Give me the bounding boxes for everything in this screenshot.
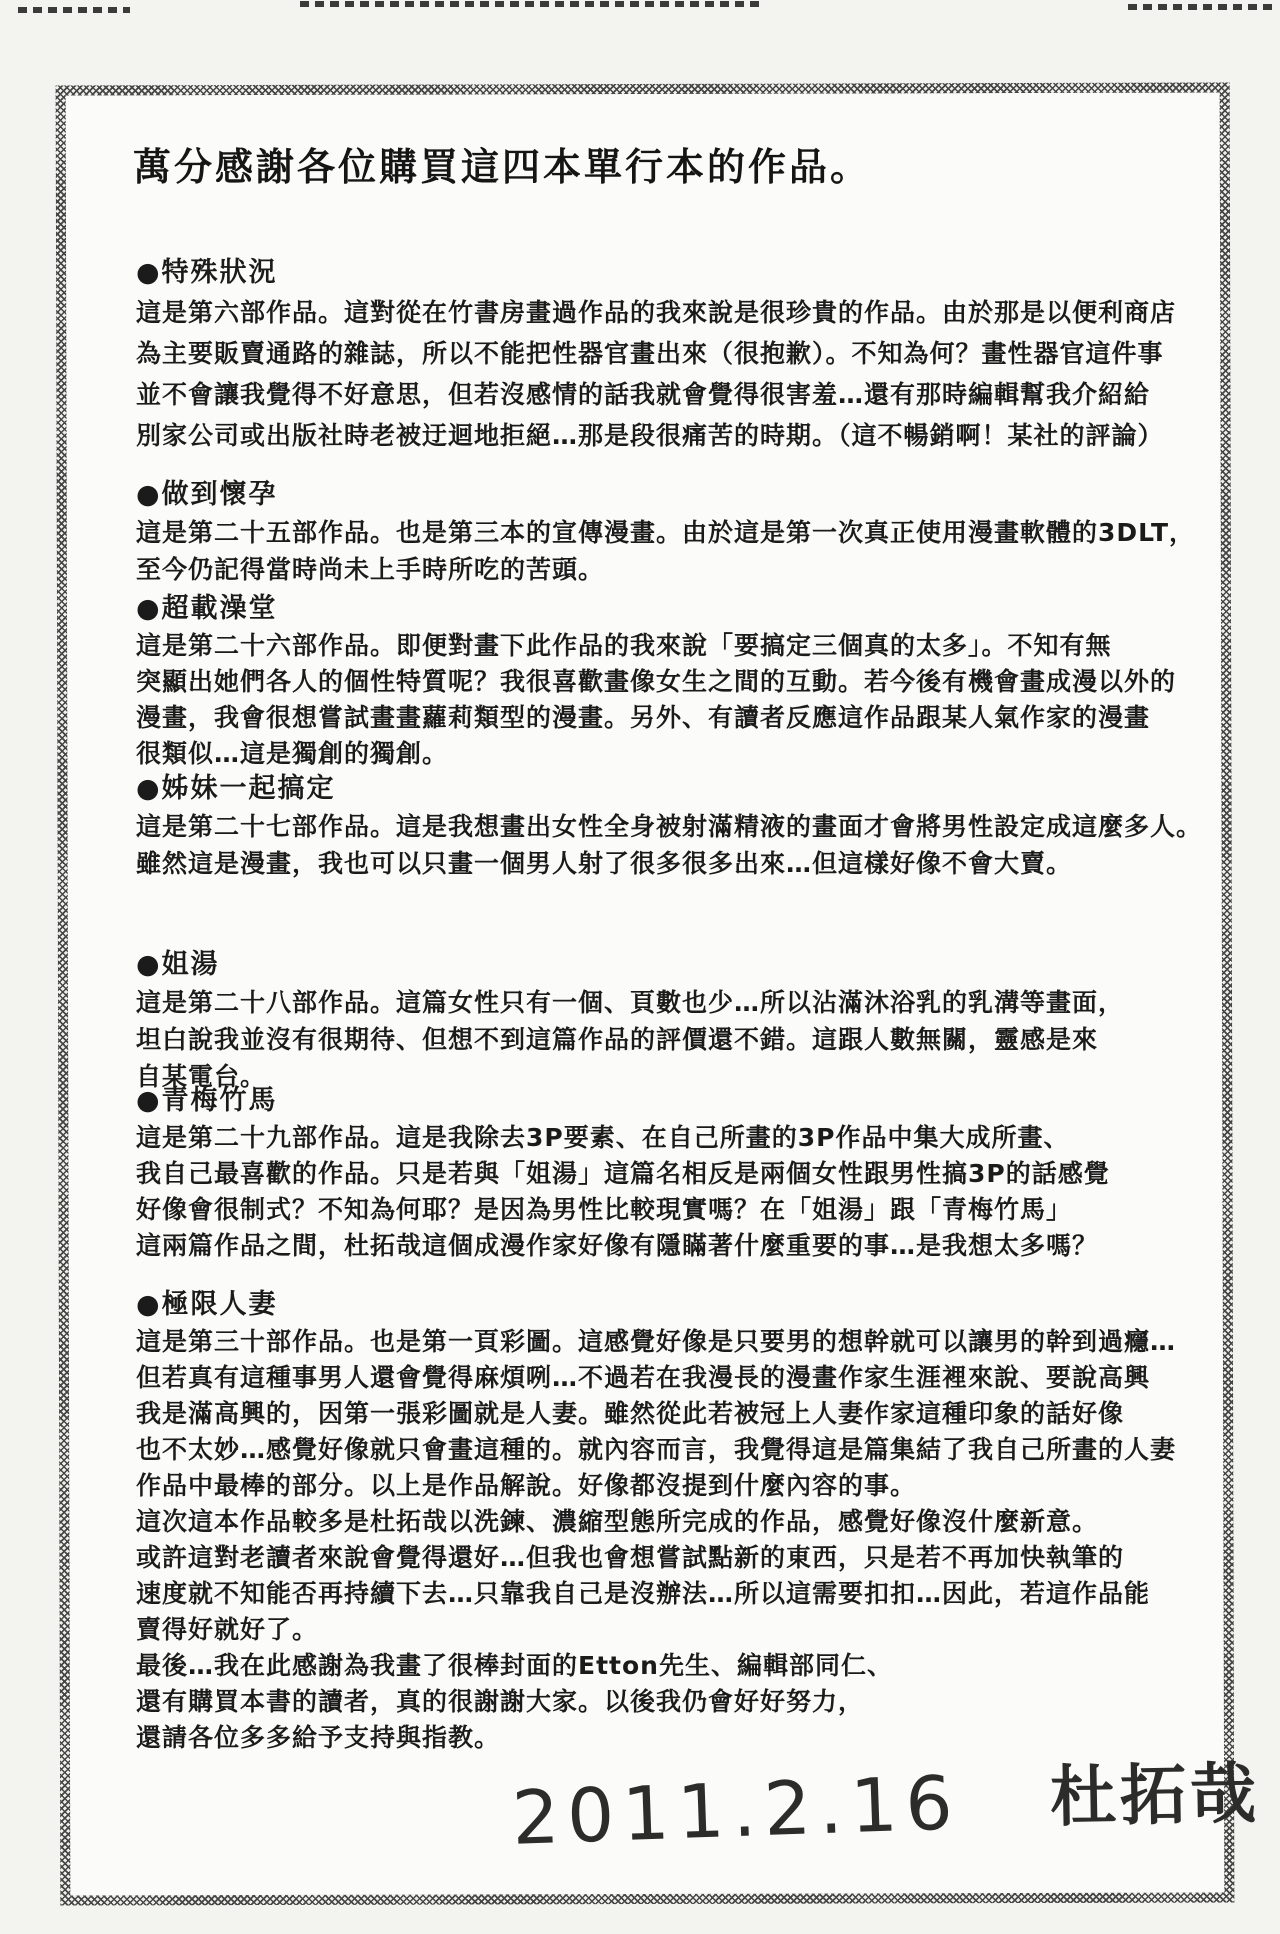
text-line: 賣得好就好了。 xyxy=(136,1615,319,1644)
section-heading: ●做到懷孕 xyxy=(136,479,278,510)
signature-date: 2011.2.16 xyxy=(510,1760,962,1862)
text-line: 自某電台。 xyxy=(136,1062,267,1091)
signature-author-name: 杜拓哉 xyxy=(1049,1755,1261,1836)
text-line: 我是滿高興的，因第一張彩圖就是人妻。雖然從此若被冠上人妻作家這種印象的話好像 xyxy=(136,1399,1125,1428)
text-line: 為主要販賣通路的雜誌，所以不能把性器官畫出來（很抱歉）。不知為何？畫性器官這件事 xyxy=(136,339,1164,368)
text-line: 這是第三十部作品。也是第一頁彩圖。這感覺好像是只要男的想幹就可以讓男的幹到過癮… xyxy=(136,1327,1177,1356)
text-line: 這是第二十九部作品。這是我除去3P要素、在自己所畫的3P作品中集大成所畫、 xyxy=(136,1123,1070,1152)
section-heading: ●青梅竹馬 xyxy=(136,1085,278,1116)
text-line: 我自己最喜歡的作品。只是若與「姐湯」這篇名相反是兩個女性跟男性搞3P的話感覺 xyxy=(136,1159,1110,1188)
text-line: 很類似…這是獨創的獨創。 xyxy=(136,739,449,768)
section-heading: ●極限人妻 xyxy=(136,1289,278,1320)
text-line: 並不會讓我覺得不好意思，但若沒感情的話我就會覺得很害羞…還有那時編輯幫我介紹給 xyxy=(136,380,1151,409)
text-line: 這是第二十六部作品。即便對畫下此作品的我來說「要搞定三個真的太多」。不知有無 xyxy=(136,631,1112,660)
text-line: 作品中最棒的部分。以上是作品解說。好像都沒提到什麼內容的事。 xyxy=(136,1471,917,1500)
text-line: 別家公司或出版社時老被迂迴地拒絕…那是段很痛苦的時期。（這不暢銷啊！某社的評論） xyxy=(136,421,1164,450)
text-line: 這次這本作品較多是杜拓哉以洗鍊、濃縮型態所完成的作品，感覺好像沒什麼新意。 xyxy=(136,1507,1099,1536)
text-line: 至今仍記得當時尚未上手時所吃的苦頭。 xyxy=(136,555,605,584)
scan-artifact xyxy=(1128,4,1276,10)
scan-artifact xyxy=(18,7,130,13)
section-jietang xyxy=(136,948,1124,1095)
section-overloaded-bathhouse xyxy=(136,592,1176,772)
text-line: 速度就不知能否再持續下去…只靠我自己是沒辦法…所以這需要扣扣…因此，若這作品能 xyxy=(136,1579,1151,1608)
text-line: 突顯出她們各人的個性特質呢？我很喜歡畫像女生之間的互動。若今後有機會畫成漫以外的 xyxy=(136,667,1177,696)
text-line: 雖然這是漫畫，我也可以只畫一個男人射了很多很多出來…但這樣好像不會大賣。 xyxy=(136,849,1073,878)
section-childhood-friend xyxy=(136,1084,1110,1264)
text-line: 這是第二十八部作品。這篇女性只有一個、頁數也少…所以沾滿沐浴乳的乳溝等畫面， xyxy=(136,988,1125,1017)
section-heading: ●特殊狀況 xyxy=(136,257,278,288)
text-line: 或許這對老讀者來說會覺得還好…但我也會想嘗試點新的東西，只是若不再加快執筆的 xyxy=(136,1543,1125,1572)
text-line: 這是第二十五部作品。也是第三本的宣傳漫畫。由於這是第一次真正使用漫畫軟體的3DLT， xyxy=(136,518,1195,547)
text-line: 這是第二十七部作品。這是我想畫出女性全身被射滿精液的畫面才會將男性設定成這麼多人。 xyxy=(136,812,1203,841)
text-line: 還有購買本書的讀者，真的很謝謝大家。以後我仍會好好努力， xyxy=(136,1687,865,1716)
section-special-circumstances xyxy=(136,256,1176,456)
text-line: 最後…我在此感謝為我畫了很棒封面的Etton先生、編輯部同仁、 xyxy=(136,1651,893,1680)
text-line: 還請各位多多給予支持與指教。 xyxy=(136,1723,501,1752)
section-heading: ●超載澡堂 xyxy=(136,593,278,624)
page-title: 萬分感謝各位購買這四本單行本的作品。 xyxy=(133,145,872,189)
text-line: 這是第六部作品。這對從在竹書房畫過作品的我來說是很珍貴的作品。由於那是以便利商店 xyxy=(136,298,1177,327)
section-sisters-together xyxy=(136,772,1202,882)
text-line: 但若真有這種事男人還會覺得麻煩咧…不過若在我漫長的漫畫作家生涯裡來說、要說高興 xyxy=(136,1363,1151,1392)
text-line: 漫畫，我會很想嘗試畫畫蘿莉類型的漫畫。另外、有讀者反應這作品跟某人氣作家的漫畫 xyxy=(136,703,1151,732)
text-line: 好像會很制式？不知為何耶？是因為男性比較現實嗎？在「姐湯」跟「青梅竹馬」 xyxy=(136,1195,1073,1224)
section-extreme-wife xyxy=(136,1288,1176,1756)
section-heading: ●姐湯 xyxy=(136,949,220,980)
section-pregnancy xyxy=(136,478,1195,588)
text-line: 坦白說我並沒有很期待、但想不到這篇作品的評價還不錯。這跟人數無關，靈感是來 xyxy=(136,1025,1099,1054)
text-line: 這兩篇作品之間，杜拓哉這個成漫作家好像有隱瞞著什麼重要的事…是我想太多嗎？ xyxy=(136,1231,1099,1260)
text-line: 也不太妙…感覺好像就只會畫這種的。就內容而言，我覺得這是篇集結了我自己所畫的人妻 xyxy=(136,1435,1177,1464)
scan-artifact xyxy=(300,1,760,7)
section-heading: ●姊妹一起搞定 xyxy=(136,773,336,804)
